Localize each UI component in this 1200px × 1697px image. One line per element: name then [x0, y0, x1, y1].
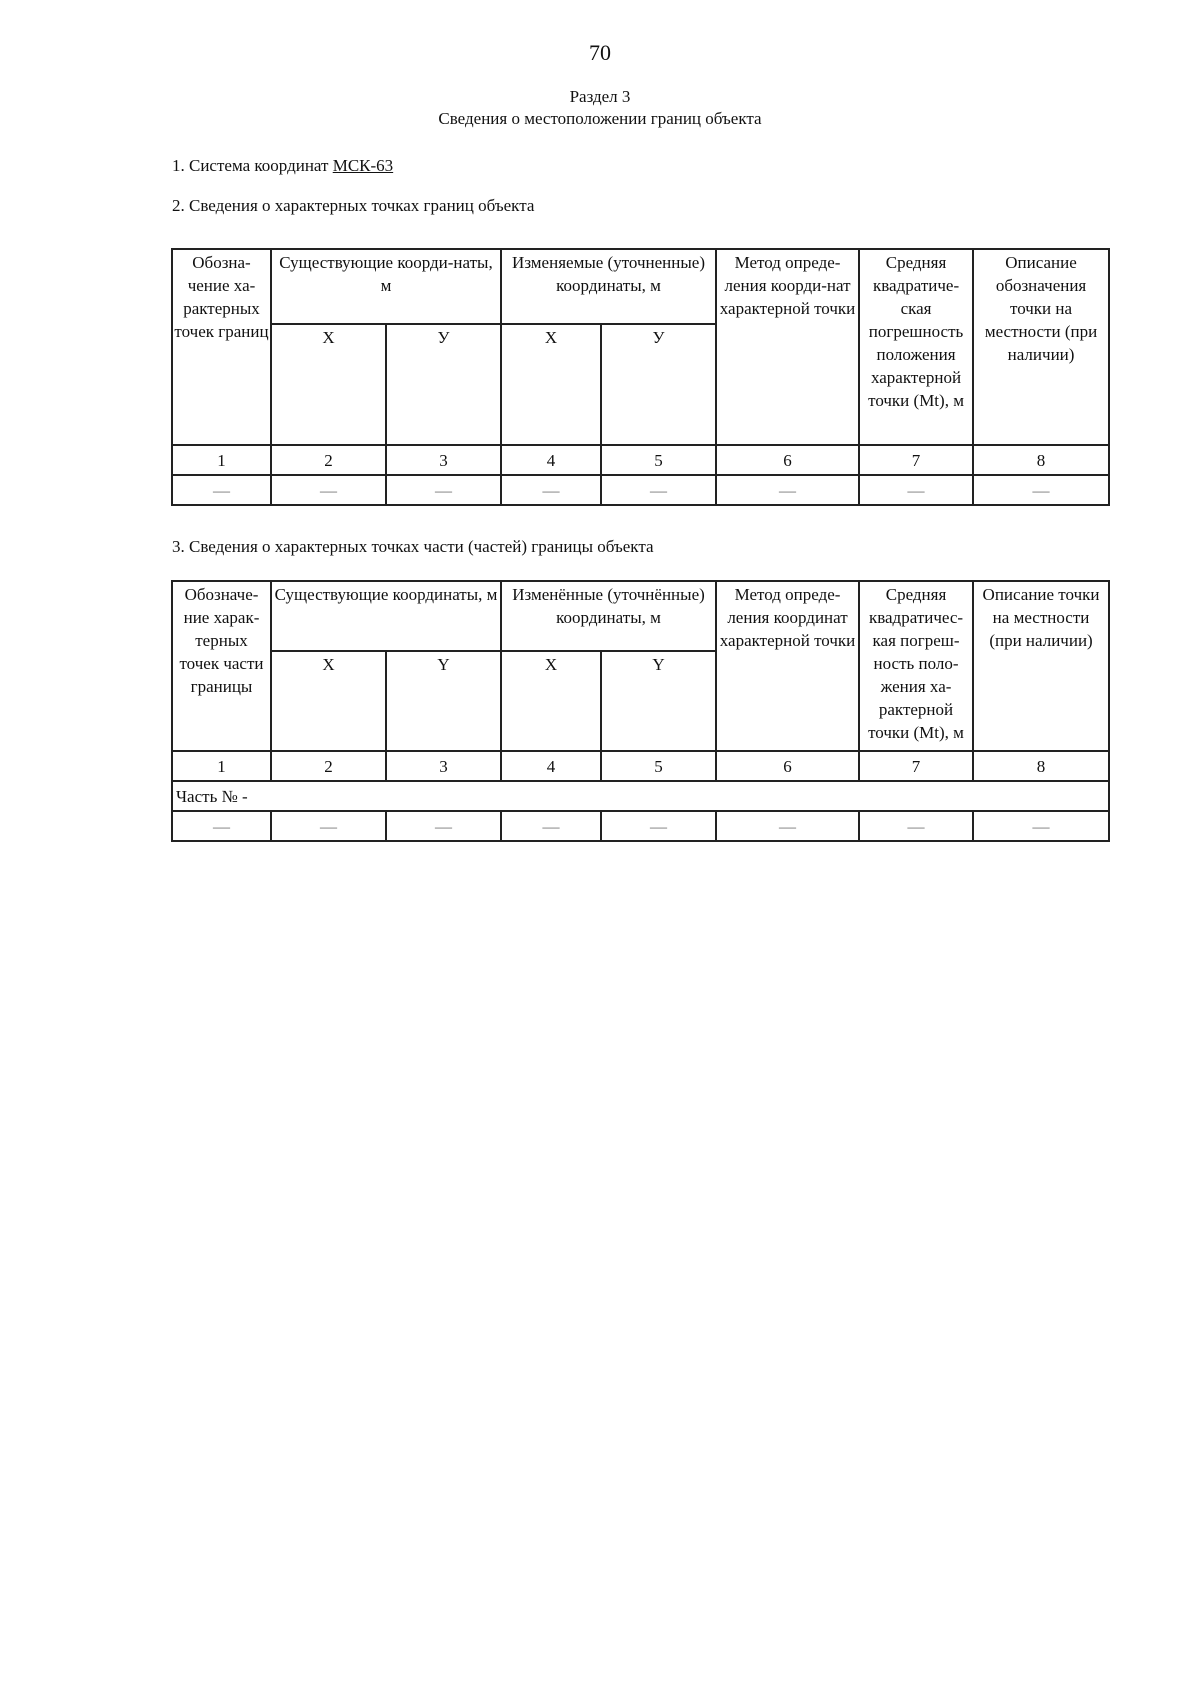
- table-cell: —: [172, 811, 271, 841]
- column-number: 3: [386, 445, 501, 475]
- header-mean-error: Средняя квадратичес-кая погреш-ность поло-жения ха-рактерной точки (Mt), м: [859, 581, 973, 751]
- table2-caption: 3. Сведения о характерных точках части (частей) границы объекта: [172, 537, 654, 556]
- header-mean-error: Средняя квадратиче-ская погрешность положения характерной точки (Mt), м: [859, 249, 973, 445]
- column-number: 3: [386, 751, 501, 781]
- table-cell: —: [859, 811, 973, 841]
- column-number: 8: [973, 445, 1109, 475]
- header-changed-coordinates: Изменяемые (уточненные) координаты, м: [501, 249, 716, 324]
- table-cell: —: [386, 475, 501, 505]
- table-cell: —: [271, 811, 386, 841]
- header-description: Описание обозначения точки на местности (при наличии): [973, 249, 1109, 445]
- subheader-x: X: [271, 651, 386, 751]
- header-description: Описание точки на местности (при наличии): [973, 581, 1109, 751]
- page-number: 70: [589, 40, 611, 65]
- header-method: Метод опреде-ления коорди-нат характерной точки: [716, 249, 859, 445]
- coordinate-system-line: [172, 156, 393, 176]
- column-number: 5: [601, 751, 716, 781]
- table-cell: —: [716, 811, 859, 841]
- table-cell: —: [716, 475, 859, 505]
- column-number: 4: [501, 751, 601, 781]
- header-designation: Обозна-чение ха-рактерных точек границ: [172, 249, 271, 445]
- column-number: 8: [973, 751, 1109, 781]
- column-number: 4: [501, 445, 601, 475]
- subheader-x: X: [501, 324, 601, 445]
- header-designation: Обозначе-ние харак-терных точек части границы: [172, 581, 271, 751]
- table-cell: —: [859, 475, 973, 505]
- table-row: [172, 811, 1109, 841]
- coordinate-system-value: МСК-63: [332, 156, 394, 175]
- table-cell: —: [601, 811, 716, 841]
- boundary-points-table: [171, 248, 1110, 506]
- part-boundary-points-table: [171, 580, 1110, 842]
- table-row: [172, 475, 1109, 505]
- table-cell: —: [271, 475, 386, 505]
- subheader-y: У: [386, 324, 501, 445]
- subheader-x: X: [501, 651, 601, 751]
- column-number: 5: [601, 445, 716, 475]
- subheader-y: Y: [386, 651, 501, 751]
- table-cell: —: [601, 475, 716, 505]
- coordinate-system-label: 1. Система координат: [172, 156, 329, 175]
- part-label-row: [172, 781, 1109, 811]
- column-number-row: [172, 445, 1109, 475]
- section-title: Раздел 3: [569, 87, 631, 106]
- table-cell: —: [501, 811, 601, 841]
- column-number: 7: [859, 445, 973, 475]
- subheader-y: Y: [601, 651, 716, 751]
- header-existing-coordinates: Существующие коорди-наты, м: [271, 249, 501, 324]
- column-number: 1: [172, 445, 271, 475]
- column-number: 2: [271, 751, 386, 781]
- section-heading: [0, 86, 1200, 130]
- header-method: Метод опреде-ления координат характерной точки: [716, 581, 859, 751]
- table-cell: —: [973, 811, 1109, 841]
- table-cell: —: [501, 475, 601, 505]
- table-cell: —: [172, 475, 271, 505]
- header-changed-coordinates: Изменённые (уточнённые) координаты, м: [501, 581, 716, 651]
- table1-caption: 2. Сведения о характерных точках границ объекта: [172, 196, 535, 215]
- section-subtitle: Сведения о местоположении границ объекта: [438, 109, 762, 128]
- part-label: Часть № -: [172, 781, 1109, 811]
- column-number: 1: [172, 751, 271, 781]
- column-number: 2: [271, 445, 386, 475]
- header-existing-coordinates: Существующие координаты, м: [271, 581, 501, 651]
- column-number: 6: [716, 445, 859, 475]
- subheader-x: X: [271, 324, 386, 445]
- column-number: 6: [716, 751, 859, 781]
- column-number: 7: [859, 751, 973, 781]
- column-number-row: [172, 751, 1109, 781]
- table-cell: —: [973, 475, 1109, 505]
- subheader-y: У: [601, 324, 716, 445]
- table-cell: —: [386, 811, 501, 841]
